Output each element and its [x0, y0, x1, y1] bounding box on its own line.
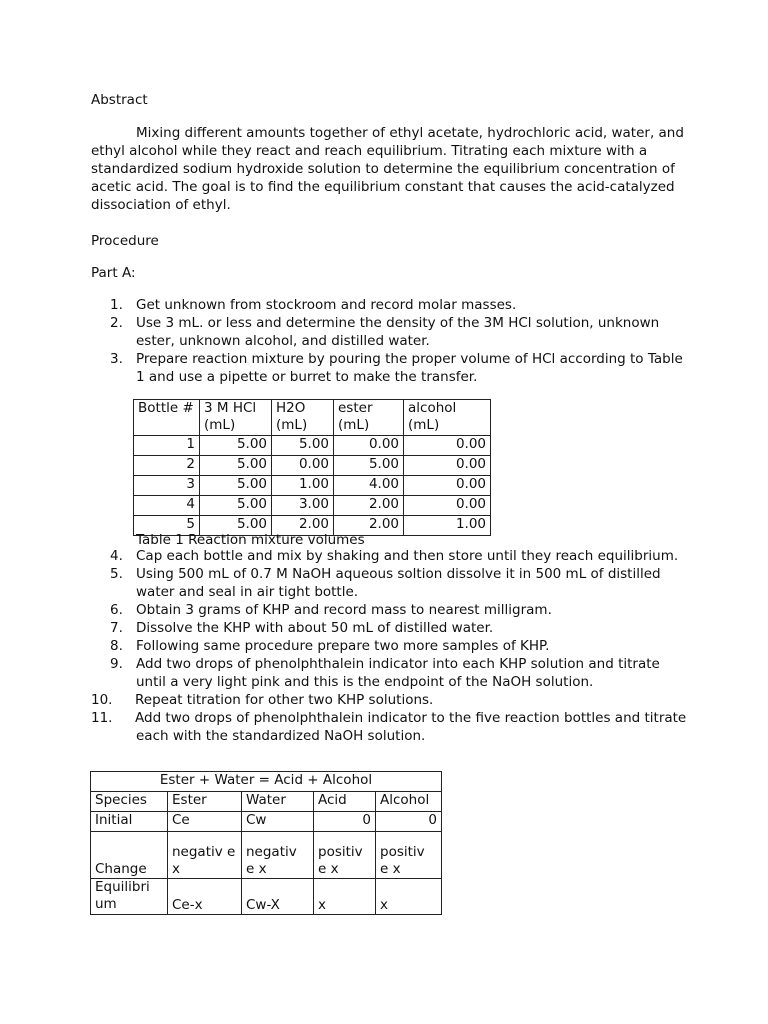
table-cell: 0.00 [272, 456, 334, 476]
table-header-cell: Water [242, 792, 314, 812]
table-row [91, 812, 442, 832]
table-title-row [91, 772, 442, 792]
procedure-heading: Procedure [91, 233, 159, 249]
table-header-cell: Alcohol [376, 792, 442, 812]
table-cell: 5.00 [200, 456, 272, 476]
table-header-cell: H2O (mL) [272, 400, 334, 436]
table-cell: x [314, 879, 376, 915]
table-cell: Equilibri um [91, 879, 168, 915]
table-header-cell: Bottle # [134, 400, 200, 436]
table-cell: Cw [242, 812, 314, 832]
table-title: Ester + Water = Acid + Alcohol [91, 772, 442, 792]
table-cell: x [376, 879, 442, 915]
table-cell: 5 [134, 516, 200, 536]
table-header-cell: Ester [168, 792, 242, 812]
table-cell: Ce-x [168, 879, 242, 915]
table-cell: 1.00 [272, 476, 334, 496]
procedure-step: 10. Repeat titration for other two KHP solutions. [91, 692, 434, 708]
procedure-step: 4. Cap each bottle and mix by shaking and then store until they reach equilibrium. [110, 548, 679, 564]
table-cell: Initial [91, 812, 168, 832]
table-header-cell: ester (mL) [334, 400, 404, 436]
table1-caption: Table 1 Reaction mixture volumes [136, 532, 365, 548]
procedure-step: 9. Add two drops of phenolphthalein indicator into each KHP solution and titrate until a very light pink and this is the endpoint of the NaOH solution. [110, 656, 660, 690]
table-header-row [91, 792, 442, 812]
table-row [91, 879, 442, 915]
table-cell: 2.00 [272, 516, 334, 536]
table-row [134, 436, 491, 456]
procedure-steps-list-2 [91, 547, 691, 745]
table-cell: Cw-X [242, 879, 314, 915]
table-header-cell: Acid [314, 792, 376, 812]
table-cell: 3.00 [272, 496, 334, 516]
table-cell: positiv e x [376, 832, 442, 879]
table-cell: 0.00 [404, 456, 491, 476]
procedure-steps-list-1 [91, 296, 691, 386]
abstract-heading: Abstract [91, 92, 148, 108]
table-header-row [134, 400, 491, 436]
reaction-mixture-table [133, 399, 491, 536]
table-cell: 4 [134, 496, 200, 516]
table-cell: 5.00 [200, 436, 272, 456]
table-cell: positiv e x [314, 832, 376, 879]
table-cell: 3 [134, 476, 200, 496]
table-cell: 0.00 [404, 476, 491, 496]
table-header-cell: Species [91, 792, 168, 812]
table-row [134, 476, 491, 496]
table-row [134, 496, 491, 516]
equilibrium-table [90, 771, 442, 915]
table-cell: 0.00 [404, 436, 491, 456]
table-cell: negativ e x [168, 832, 242, 879]
table-cell: 5.00 [334, 456, 404, 476]
table-cell: 0 [376, 812, 442, 832]
table-cell: 4.00 [334, 476, 404, 496]
procedure-step: 3. Prepare reaction mixture by pouring the proper volume of HCl according to Table 1 and use a pipette or burret to make the transfer. [110, 351, 683, 385]
table-cell: 5.00 [272, 436, 334, 456]
table-cell: 5.00 [200, 496, 272, 516]
procedure-step: 1. Get unknown from stockroom and record molar masses. [110, 297, 517, 313]
table-cell: 1.00 [404, 516, 491, 536]
table-cell: 1 [134, 436, 200, 456]
table-cell: 5.00 [200, 476, 272, 496]
part-a-label: Part A: [91, 265, 136, 281]
table-cell: 0.00 [404, 496, 491, 516]
table-cell: 2.00 [334, 496, 404, 516]
procedure-step: 11. Add two drops of phenolphthalein indicator to the five reaction bottles and titrate each with the standardized NaOH solution. [91, 710, 687, 744]
abstract-paragraph [91, 124, 691, 214]
table-header-cell: 3 M HCl (mL) [200, 400, 272, 436]
table-cell: negativ e x [242, 832, 314, 879]
procedure-step: 8. Following same procedure prepare two more samples of KHP. [110, 638, 550, 654]
table-row [91, 832, 442, 879]
table-cell: 5.00 [200, 516, 272, 536]
procedure-step: 2. Use 3 mL. or less and determine the density of the 3M HCl solution, unknown ester, unknown alcohol, and distilled water. [110, 315, 660, 349]
table-cell: 0 [314, 812, 376, 832]
table-cell: Ce [168, 812, 242, 832]
table-cell: 2 [134, 456, 200, 476]
procedure-step: 6. Obtain 3 grams of KHP and record mass to nearest milligram. [110, 602, 552, 618]
table-header-cell: alcohol (mL) [404, 400, 491, 436]
table-cell: 2.00 [334, 516, 404, 536]
table-cell: 0.00 [334, 436, 404, 456]
procedure-step: 5. Using 500 mL of 0.7 M NaOH aqueous soltion dissolve it in 500 mL of distilled water and seal in air tight bottle. [110, 566, 661, 600]
procedure-step: 7. Dissolve the KHP with about 50 mL of distilled water. [110, 620, 494, 636]
table-row [134, 456, 491, 476]
abstract-text: Mixing different amounts together of ethyl acetate, hydrochloric acid, water, and ethyl alcohol while they react and reach equilibrium. Titrating each mixture with a standardized sodium hydroxide solution to determine the equilibrium concentration of acetic acid. The goal is to find the equilibrium constant that causes the acid-catalyzed dissociation of ethyl. [91, 125, 684, 213]
table-cell: Change [91, 832, 168, 879]
